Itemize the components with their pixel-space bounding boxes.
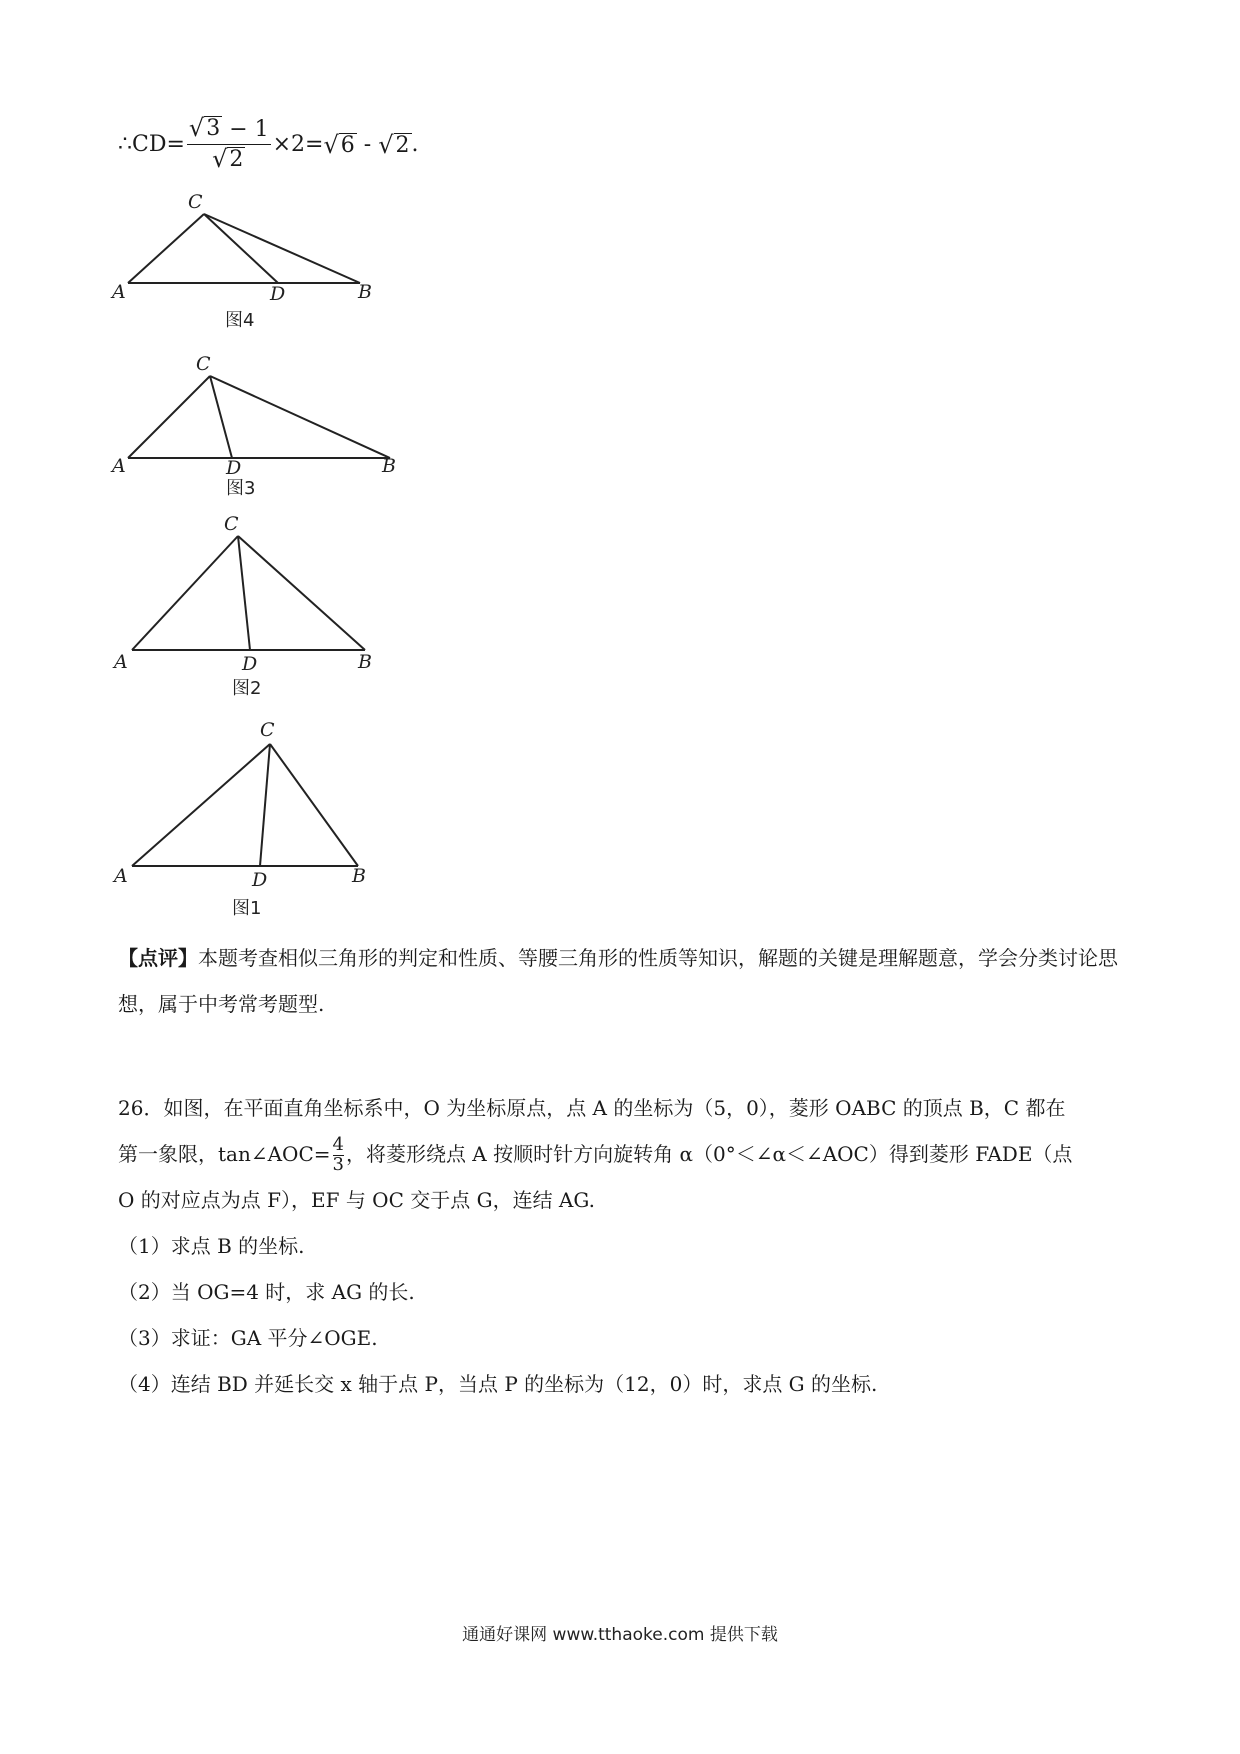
problem-26 [118, 1085, 1128, 1407]
question-1: （1）求点 B 的坐标. [118, 1234, 305, 1258]
label-c: C [188, 191, 203, 213]
problem-line-1: 26．如图，在平面直角坐标系中，O 为坐标原点，点 A 的坐标为（5，0），菱形 OABC 的顶点 B，C 都在 [118, 1096, 1066, 1120]
label-c: C [224, 513, 239, 535]
comment-text: 本题考查相似三角形的判定和性质、等腰三角形的性质等知识，解题的关键是理解题意，学会分类讨论思想，属于中考常考题型. [118, 946, 1118, 1016]
label-d: D [226, 457, 242, 479]
figure-4 [110, 188, 390, 305]
figure-3 [110, 350, 410, 479]
figure-4-caption: 图4 [225, 310, 255, 331]
label-c: C [196, 353, 211, 375]
label-a: A [112, 455, 126, 477]
sqrt-6: √ 6 [323, 130, 355, 159]
segment-cb [210, 376, 390, 458]
segment-cd [238, 536, 250, 650]
segment-ac [132, 536, 238, 650]
numerator-rest: − 1 [222, 117, 269, 143]
formula-mid: ×2= [272, 132, 324, 158]
question-3: （3）求证：GA 平分∠OGE. [118, 1326, 378, 1350]
label-b: B [358, 281, 372, 303]
segment-ac [128, 376, 210, 458]
sqrt-2: √ 2 [378, 130, 410, 159]
figure-1 [110, 714, 380, 894]
segment-cb [204, 214, 360, 283]
label-a: A [114, 865, 128, 887]
label-b: B [352, 865, 366, 887]
sqrt-3: √ 3 [188, 114, 221, 143]
segment-cb [238, 536, 365, 650]
comment-paragraph [118, 935, 1128, 1027]
question-2: （2）当 OG=4 时，求 AG 的长. [118, 1280, 415, 1304]
segment-ac [132, 744, 270, 866]
formula-fraction [187, 116, 271, 173]
segment-cb [270, 744, 358, 866]
label-b: B [358, 651, 372, 673]
cd-formula [118, 116, 419, 173]
label-c: C [260, 719, 275, 741]
formula-minus: - [356, 132, 379, 158]
segment-ac [128, 214, 204, 283]
question-4: （4）连结 BD 并延长交 x 轴于点 P，当点 P 的坐标为（12，0）时，求点 G 的坐标. [118, 1372, 878, 1396]
label-b: B [382, 455, 396, 477]
tan-fraction [333, 1136, 344, 1175]
figure-1-caption: 图1 [232, 898, 262, 919]
formula-end: . [411, 132, 419, 158]
sqrt-2-den: √ 2 [212, 145, 244, 174]
label-d: D [242, 653, 258, 675]
figure-2-caption: 图2 [232, 678, 262, 699]
figure-2 [110, 510, 380, 680]
page-footer: 通通好课网 www.tthaoke.com 提供下载 [462, 1625, 778, 1645]
label-a: A [112, 281, 126, 303]
comment-label: 【点评】 [118, 946, 198, 970]
label-d: D [252, 869, 268, 891]
segment-cd [210, 376, 232, 458]
figure-3-caption: 图3 [226, 478, 256, 499]
segment-cd [260, 744, 270, 866]
problem-line-2-b: ，将菱形绕点 A 按顺时针方向旋转角 α（0°＜∠α＜∠AOC）得到菱形 FADE（点 [345, 1142, 1073, 1166]
segment-cd [204, 214, 278, 283]
problem-line-2 [118, 1131, 1128, 1177]
frac-numerator: 4 [332, 1134, 344, 1156]
label-a: A [114, 651, 128, 673]
formula-prefix: ∴CD= [118, 132, 185, 158]
problem-line-3: O 的对应点为点 F），EF 与 OC 交于点 G，连结 AG. [118, 1188, 595, 1212]
label-d: D [270, 283, 286, 305]
problem-line-2-a: 第一象限，tan∠AOC= [118, 1142, 331, 1166]
frac-denominator: 3 [332, 1154, 344, 1175]
